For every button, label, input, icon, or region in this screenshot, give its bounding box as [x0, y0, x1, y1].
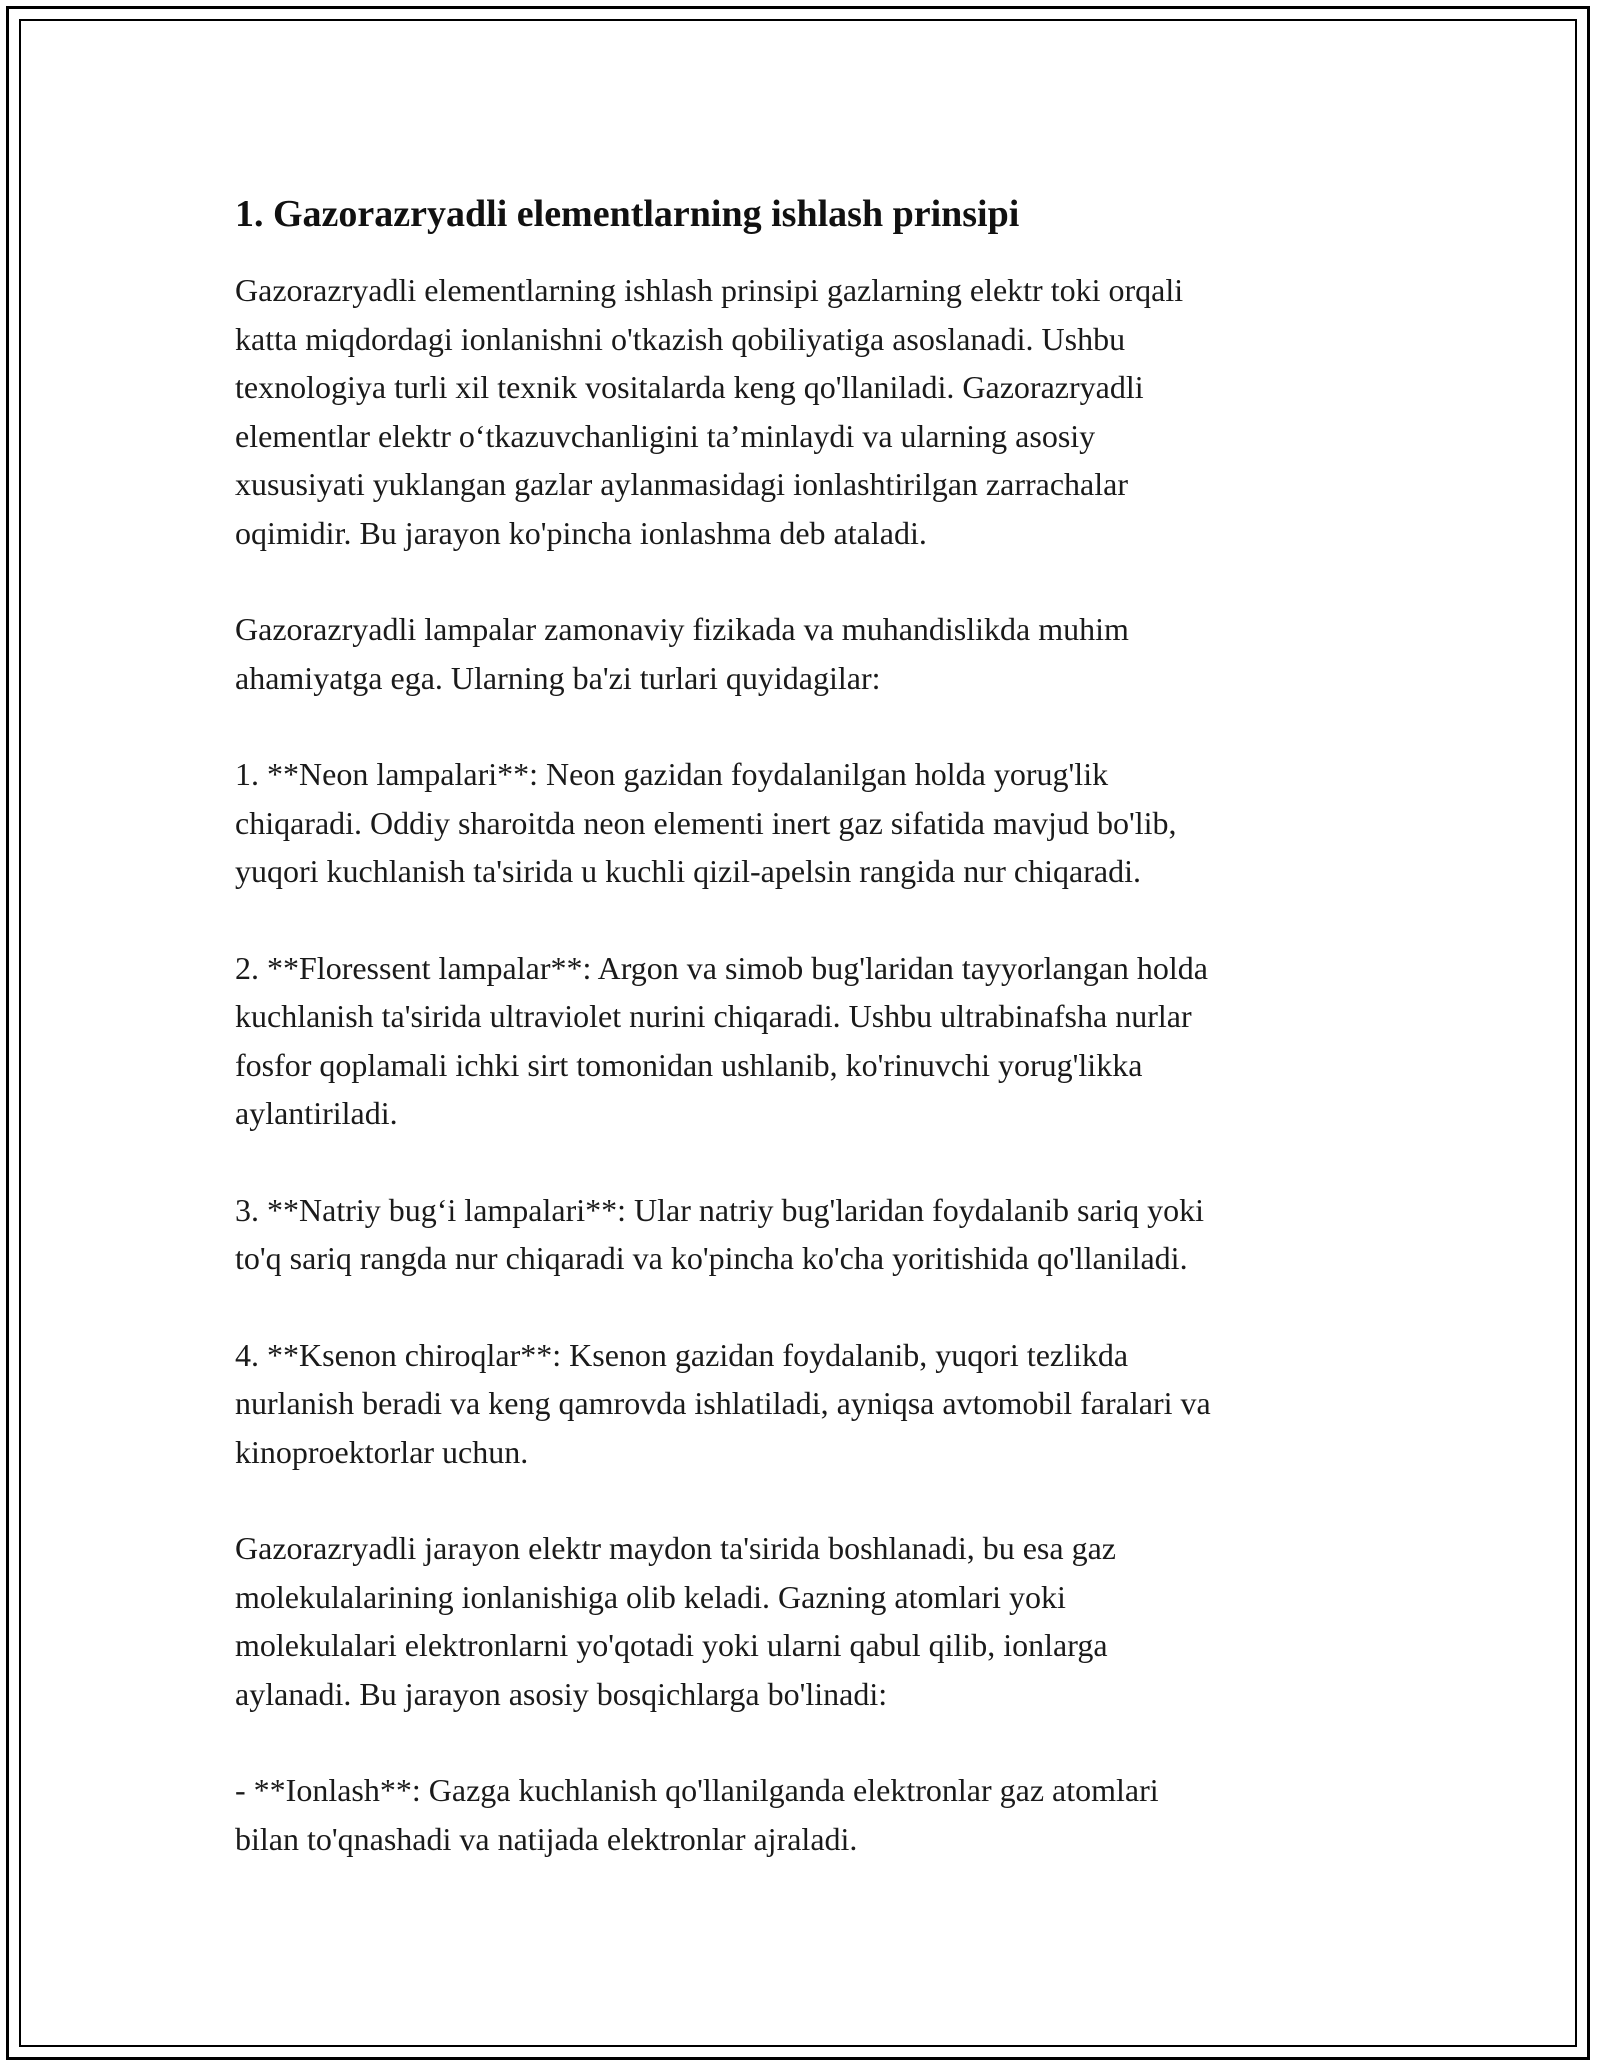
- paragraph-lamps-intro: Gazorazryadli lampalar zamonaviy fizikada va muhandislikda muhim ahamiyatga ega. Ularning ba'zi turlari quyidagilar:: [235, 611, 1129, 696]
- list-item-sodium: 3. **Natriy bug‘i lampalari**: Ular natriy bug'laridan foydalanib sariq yoki to'q sariq rangda nur chiqaradi va ko'pincha ko'cha yoritishida qo'llaniladi.: [235, 1191, 1205, 1276]
- list-item-ionization: - **Ionlash**: Gazga kuchlanish qo'llanilganda elektronlar gaz atomlari bilan to'qnashadi va natijada elektronlar ajraladi.: [235, 1772, 1159, 1857]
- list-item-xenon: 4. **Ksenon chiroqlar**: Ksenon gazidan foydalanib, yuqori tezlikda nurlanish beradi va keng qamrovda ishlatiladi, ayniqsa avtomobil faralari va kinoproektorlar uchun.: [235, 1336, 1211, 1470]
- document-page: [235, 190, 1375, 1911]
- document-title: 1. Gazorazryadli elementlarning ishlash prinsipi: [235, 193, 1020, 235]
- paragraph-intro: Gazorazryadli elementlarning ishlash prinsipi gazlarning elektr toki orqali katta miqdordagi ionlanishni o'tkazish qobiliyatiga asoslanadi. Ushbu texnologiya turli xil texnik vositalarda keng qo'llaniladi. Gazorazryadli elementlar elektr o‘tkazuvchanligini ta’minlaydi va ularning asosiy xususiyati yuklangan gazlar aylanmasidagi ionlashtirilgan zarrachalar oqimidir. Bu jarayon ko'pincha ionlashma deb ataladi.: [235, 272, 1184, 551]
- list-item-fluorescent: 2. **Floressent lampalar**: Argon va simob bug'laridan tayyorlangan holda kuchlanish ta'sirida ultraviolet nurini chiqaradi. Ushbu ultrabinafsha nurlar fosfor qoplamali ichki sirt tomonidan ushlanib, ko'rinuvchi yorug'likka aylantiriladi.: [235, 949, 1208, 1131]
- paragraph-process: Gazorazryadli jarayon elektr maydon ta'sirida boshlanadi, bu esa gaz molekulalarining ionlanishiga olib keladi. Gazning atomlari yoki molekulalari elektronlarni yo'qotadi yoki ularni qabul qilib, ionlarga aylanadi. Bu jarayon asosiy bosqichlarga bo'linadi:: [235, 1530, 1116, 1712]
- list-item-neon: 1. **Neon lampalari**: Neon gazidan foydalanilgan holda yorug'lik chiqaradi. Oddiy sharoitda neon elementi inert gaz sifatida mavjud bo'lib, yuqori kuchlanish ta'sirida u kuchli qizil-apelsin rangida nur chiqaradi.: [235, 756, 1177, 889]
